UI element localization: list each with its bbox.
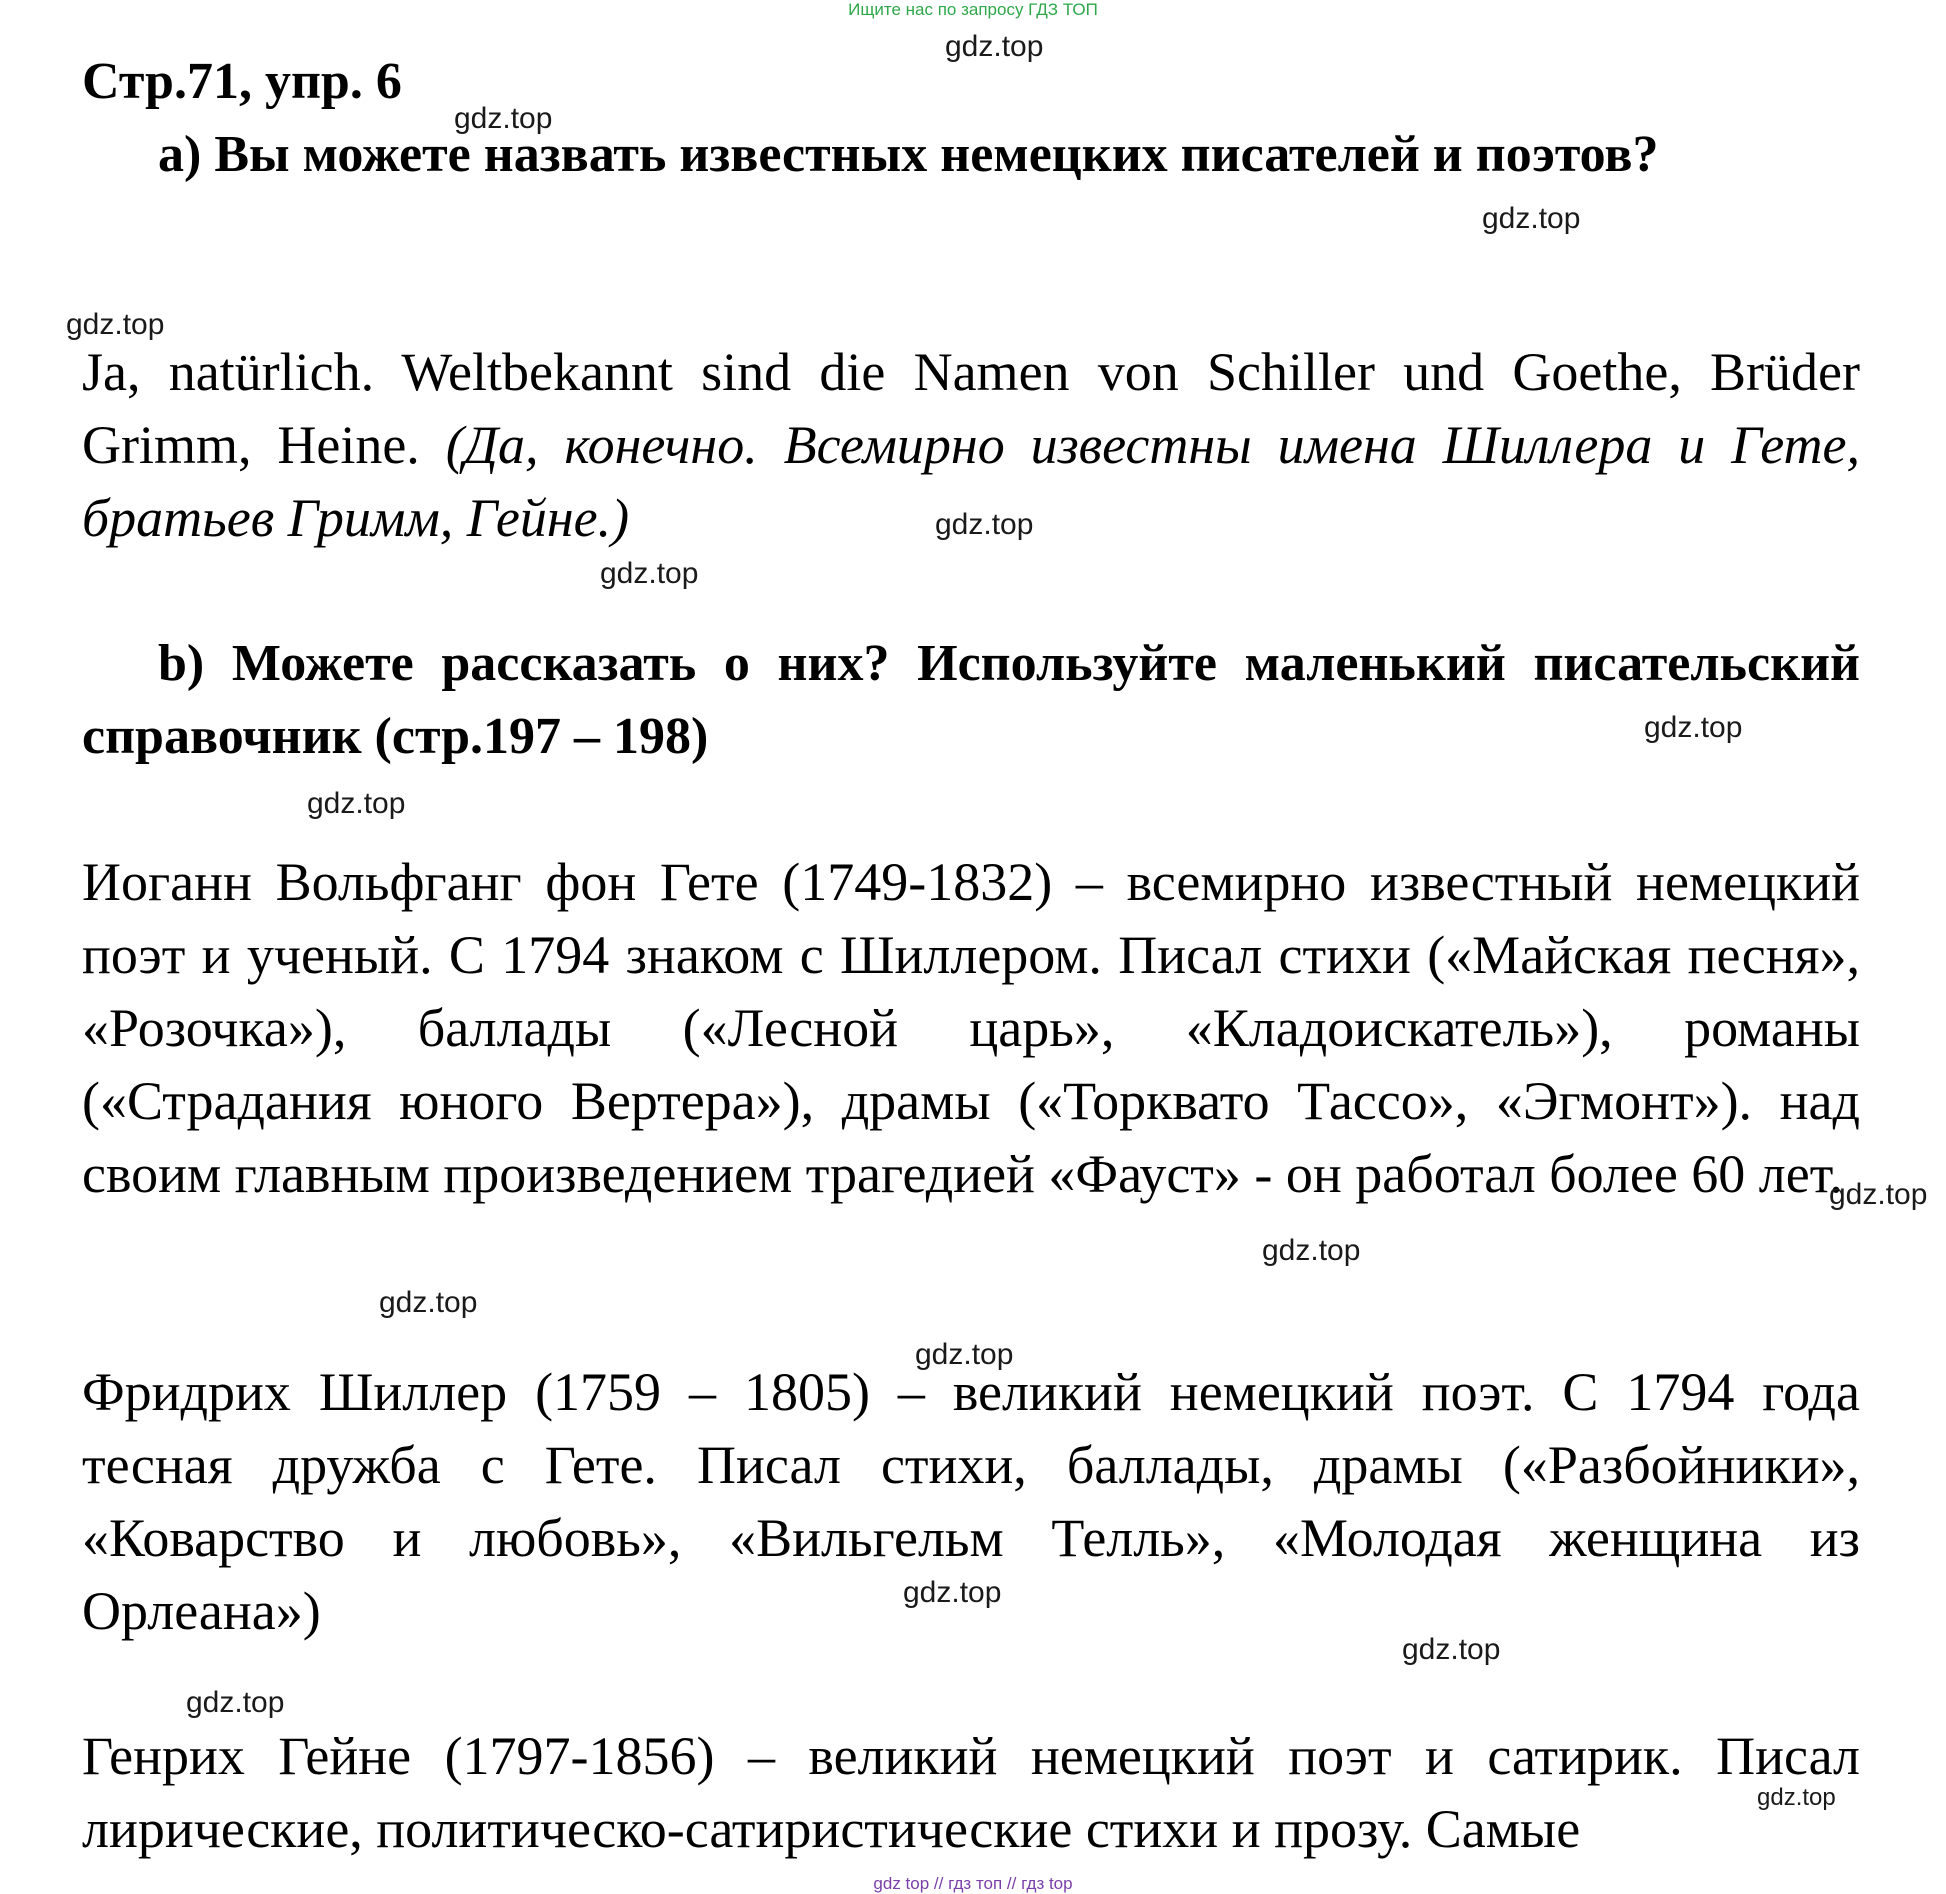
watermark: gdz.top (1262, 1234, 1361, 1267)
page-title: Стр.71, упр. 6 (82, 53, 402, 110)
watermark: gdz.top (66, 308, 165, 341)
watermark: gdz.top (1482, 202, 1581, 235)
watermark: gdz.top (915, 1338, 1014, 1371)
footer-note: gdz top // гдз топ // гдз top (873, 1874, 1073, 1893)
answer-a-german: Ja, natürlich. Weltbekannt sind die Namen von Schiller und Goethe, Brüder Grimm, Heine. (82, 342, 1860, 475)
watermark: gdz.top (1644, 711, 1743, 744)
watermark: gdz.top (307, 787, 406, 820)
watermark: gdz.top (1757, 1784, 1836, 1811)
heine-paragraph: Генрих Гейне (1797-1856) – великий немецкий поэт и сатирик. Писал лирические, политическо-сатиристические стихи и прозу. Самые (82, 1726, 1860, 1859)
watermark: gdz.top (903, 1576, 1002, 1609)
top-search-note: Ищите нас по запросу ГДЗ ТОП (848, 0, 1098, 19)
watermark: gdz.top (935, 508, 1034, 541)
goethe-paragraph: Иоганн Вольфганг фон Гете (1749-1832) – всемирно известный немецкий поэт и ученый. С 1794 знаком с Шиллером. Писал стихи («Майская песня», «Розочка»), баллады («Лесной царь», «Кладоискатель»), романы («Страдания юного Вертера»), драмы («Торквато Тассо», «Эгмонт»). над своим главным произведением трагедией «Фауст» - он работал более 60 лет. (82, 852, 1860, 1204)
watermark: gdz.top (1402, 1633, 1501, 1666)
schiller-paragraph: Фридрих Шиллер (1759 – 1805) – великий немецкий поэт. С 1794 года тесная дружба с Гете. Писал стихи, баллады, драмы («Разбойники», «Коварство и любовь», «Вильгельм Телль», «Молодая женщина из Орлеана») (82, 1362, 1860, 1641)
watermark: gdz.top (600, 557, 699, 590)
watermark: gdz.top (379, 1286, 478, 1319)
watermark: gdz.top (1829, 1178, 1928, 1211)
watermark: gdz.top (454, 102, 553, 135)
question-b: b) Можете рассказать о них? Используйте маленький писательский справочник (стр.197 – 198) (82, 635, 1860, 765)
watermark: gdz.top (186, 1686, 285, 1719)
question-a: a) Вы можете назвать известных немецких писателей и поэтов? (158, 126, 1659, 183)
watermark: gdz.top (945, 30, 1044, 63)
answer-a-translation: (Да, конечно. Всемирно известны имена Шиллера и Гете, братьев Гримм, Гейне.) (82, 415, 1860, 548)
